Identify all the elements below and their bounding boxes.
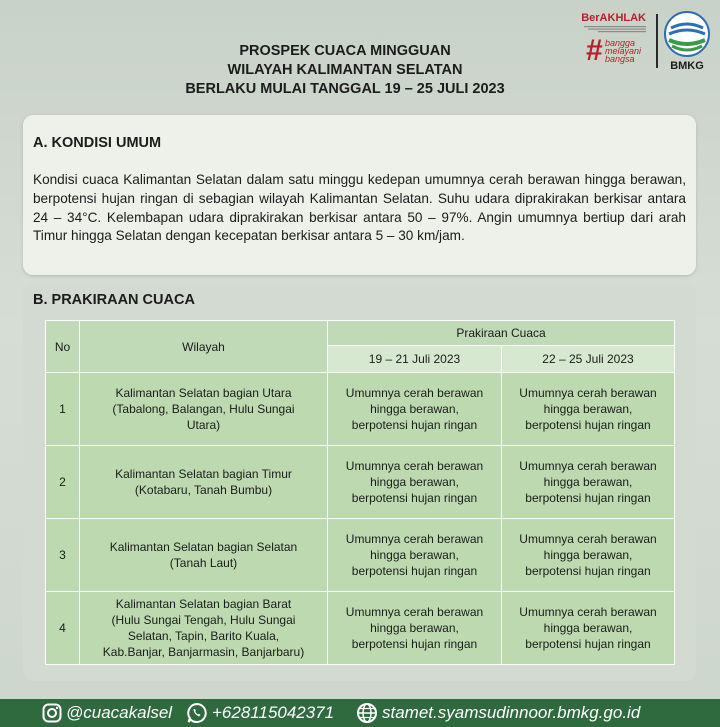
prakiraan-line: berpotensi hujan ringan	[525, 491, 651, 505]
prakiraan-line: Umumnya cerah berawan	[345, 605, 484, 619]
prakiraan-line: Umumnya cerah berawan	[345, 532, 484, 546]
section-a-title: A. KONDISI UMUM	[33, 135, 162, 151]
wilayah-line: (Hulu Sungai Tengah, Hulu Sungai	[111, 613, 296, 627]
forecast-table	[45, 320, 675, 665]
table-row	[46, 592, 675, 665]
wilayah-line: Selatan, Tapin, Barito Kuala,	[127, 629, 280, 643]
wilayah-line: (Kotabaru, Tanah Bumbu)	[134, 483, 273, 497]
bmkg-logo	[663, 10, 711, 74]
prakiraan-line: hingga berawan,	[543, 621, 633, 635]
prakiraan-line: Umumnya cerah berawan	[519, 386, 657, 400]
row-prakiraan-2	[502, 592, 675, 665]
row-no: 4	[46, 592, 80, 665]
prakiraan-line: Umumnya cerah berawan	[519, 459, 657, 473]
row-prakiraan-2	[502, 519, 675, 592]
bmkg-emblem-icon	[663, 10, 711, 58]
prakiraan-line: hingga berawan,	[370, 475, 459, 489]
wilayah-line: Kab.Banjar, Banjarmasin, Banjarbaru)	[102, 645, 305, 659]
row-no: 3	[46, 519, 80, 592]
logo-group	[574, 10, 714, 75]
hash-icon: #	[586, 34, 603, 67]
whatsapp-icon	[186, 702, 208, 724]
row-prakiraan-1	[328, 446, 502, 519]
header-date-2: 22 – 25 Juli 2023	[502, 346, 675, 373]
instagram-icon	[42, 703, 62, 723]
prakiraan-line: berpotensi hujan ringan	[525, 564, 651, 578]
prakiraan-line: berpotensi hujan ringan	[525, 637, 651, 651]
title-line-3: BERLAKU MULAI TANGGAL 19 – 25 JULI 2023	[185, 81, 505, 97]
wilayah-line: Kalimantan Selatan bagian Selatan	[109, 540, 298, 554]
row-prakiraan-2	[502, 446, 675, 519]
prakiraan-line: hingga berawan,	[370, 621, 459, 635]
prakiraan-line: Umumnya cerah berawan	[345, 459, 484, 473]
prakiraan-line: hingga berawan,	[543, 548, 633, 562]
row-no: 1	[46, 373, 80, 446]
berakhlak-tagline-graphic	[574, 25, 646, 34]
bangga-word-2: melayani	[605, 46, 642, 56]
row-prakiraan-1	[328, 519, 502, 592]
bangga-melayani-logo	[586, 36, 646, 70]
row-no: 2	[46, 446, 80, 519]
wilayah-line: (Tanah Laut)	[169, 556, 238, 570]
prakiraan-line: berpotensi hujan ringan	[351, 564, 478, 578]
row-wilayah	[80, 592, 328, 665]
table-row	[46, 446, 675, 519]
wilayah-line: Kalimantan Selatan bagian Barat	[115, 597, 292, 611]
row-prakiraan-2	[502, 373, 675, 446]
prakiraan-line: Umumnya cerah berawan	[345, 386, 484, 400]
section-kondisi-umum	[23, 115, 696, 275]
page-title	[150, 42, 540, 99]
whatsapp-number[interactable]: +628115042371	[212, 703, 335, 722]
section-prakiraan-cuaca	[23, 283, 696, 681]
table-row	[46, 519, 675, 592]
bangga-word-3: bangsa	[605, 54, 635, 64]
footer-whatsapp[interactable]	[186, 699, 334, 727]
prakiraan-line: Umumnya cerah berawan	[519, 532, 657, 546]
footer-bar	[0, 699, 720, 727]
logo-divider	[656, 14, 658, 68]
berakhlak-logo	[574, 12, 646, 34]
wilayah-line: (Tabalong, Balangan, Hulu Sungai	[112, 402, 295, 416]
footer-website[interactable]	[356, 699, 640, 727]
prakiraan-line: hingga berawan,	[370, 402, 459, 416]
prakiraan-line: hingga berawan,	[543, 402, 633, 416]
row-prakiraan-1	[328, 373, 502, 446]
title-line-2: WILAYAH KALIMANTAN SELATAN	[227, 62, 463, 78]
header	[0, 0, 720, 105]
row-wilayah	[80, 373, 328, 446]
section-a-text: Kondisi cuaca Kalimantan Selatan dalam satu minggu kedepan umumnya cerah berawan hingga berawan, berpotensi hujan ringan di sebagian wilayah Kalimantan Selatan. Suhu udara diprakirakan berkisar antara 24 – 34°C. Kelembapan udara diprakirakan berkisar antara 50 – 97%. Angin umumnya bertiup dari arah Timur hingga Selatan dengan kecepatan berkisar antara 5 – 30 km/jam.	[33, 172, 686, 244]
header-date-1: 19 – 21 Juli 2023	[328, 346, 502, 373]
wilayah-line: Kalimantan Selatan bagian Timur	[115, 467, 292, 481]
title-line-1: PROSPEK CUACA MINGGUAN	[239, 43, 451, 59]
prakiraan-line: berpotensi hujan ringan	[525, 418, 651, 432]
prakiraan-line: berpotensi hujan ringan	[351, 637, 478, 651]
footer-instagram[interactable]	[42, 699, 172, 727]
website-url[interactable]: stamet.syamsudinnoor.bmkg.go.id	[382, 703, 641, 722]
header-no: No	[46, 321, 80, 373]
prakiraan-line: berpotensi hujan ringan	[351, 491, 478, 505]
row-prakiraan-1	[328, 592, 502, 665]
bmkg-label: BMKG	[670, 60, 704, 72]
berakhlak-logo-text: BerAKHLAK	[581, 12, 646, 24]
wilayah-line: Kalimantan Selatan bagian Utara	[115, 386, 292, 400]
section-b-title: B. PRAKIRAAN CUACA	[33, 292, 195, 308]
prakiraan-line: Umumnya cerah berawan	[519, 605, 657, 619]
header-prakiraan: Prakiraan Cuaca	[328, 321, 675, 346]
table-row	[46, 373, 675, 446]
header-wilayah: Wilayah	[80, 321, 328, 373]
row-wilayah	[80, 519, 328, 592]
wilayah-line: Utara)	[186, 418, 221, 432]
bangga-word-1: bangga	[605, 38, 636, 48]
prakiraan-line: hingga berawan,	[370, 548, 459, 562]
instagram-handle[interactable]: @cuacakalsel	[66, 703, 173, 722]
globe-icon	[356, 702, 378, 724]
prakiraan-line: hingga berawan,	[543, 475, 633, 489]
prakiraan-line: berpotensi hujan ringan	[351, 418, 478, 432]
row-wilayah	[80, 446, 328, 519]
